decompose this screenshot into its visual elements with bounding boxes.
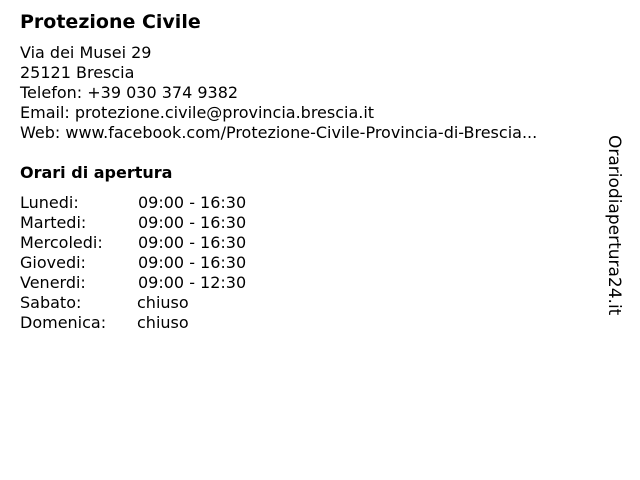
street-address: Via dei Musei 29 [20, 43, 152, 62]
day-label: Domenica: [20, 313, 107, 332]
page-title: Protezione Civile [20, 11, 201, 33]
city-postal-code: 25121 Brescia [20, 63, 135, 82]
phone-number: Telefon: +39 030 374 9382 [20, 83, 239, 102]
opening-hours-heading: Orari di apertura [20, 163, 173, 182]
website-url: Web: www.facebook.com/Protezione-Civile-Provincia-di-Brescia... [20, 123, 538, 142]
day-hours: chiuso [137, 313, 189, 332]
day-label: Venerdi: [20, 273, 86, 292]
day-label: Sabato: [20, 293, 82, 312]
day-label: Lunedi: [20, 193, 79, 212]
site-watermark: Orariodiapertura24.it [604, 135, 624, 316]
day-hours: 09:00 - 16:30 [138, 253, 247, 272]
day-hours: 09:00 - 16:30 [138, 233, 247, 252]
day-hours: 09:00 - 16:30 [138, 213, 247, 232]
day-hours: 09:00 - 12:30 [138, 273, 247, 292]
day-hours: chiuso [137, 293, 189, 312]
day-hours: 09:00 - 16:30 [138, 193, 247, 212]
day-label: Mercoledi: [20, 233, 103, 252]
email-address: Email: protezione.civile@provincia.brescia.it [20, 103, 375, 122]
day-label: Martedi: [20, 213, 87, 232]
contact-details [20, 43, 537, 143]
day-label: Giovedi: [20, 253, 86, 272]
